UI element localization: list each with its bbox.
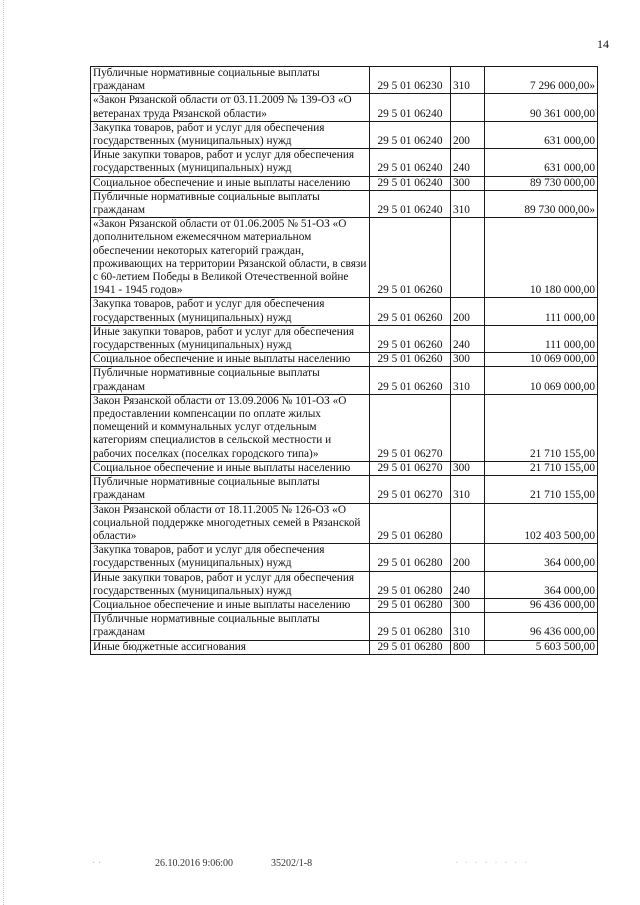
row-type: 300 (451, 598, 485, 612)
table-row (91, 461, 598, 475)
row-name: Закупка товаров, работ и услуг для обеспечения государственных (муниципальных) нужд (91, 298, 370, 325)
page-number: 14 (597, 37, 609, 51)
row-type (451, 94, 485, 121)
row-type (451, 394, 485, 461)
row-sum: 89 730 000,00 (485, 176, 598, 190)
row-sum: 7 296 000,00» (485, 67, 598, 94)
row-code: 29 5 01 06240 (370, 94, 451, 121)
row-name: «Закон Рязанской области от 01.06.2005 № 51-ОЗ «О дополнительном ежемесячном материальном обеспечении некоторых категорий граждан, проживающих на территории Рязанской области, в связи с 60-летием Победы в Великой Отечественной войне 1941 - 1945 годов» (91, 218, 370, 298)
row-type: 300 (451, 353, 485, 367)
row-sum: 21 710 155,00 (485, 476, 598, 503)
row-name: Социальное обеспечение и иные выплаты населению (91, 598, 370, 612)
row-sum: 10 069 000,00 (485, 367, 598, 394)
row-code: 29 5 01 06280 (370, 598, 451, 612)
row-type: 310 (451, 190, 485, 217)
row-type: 800 (451, 640, 485, 654)
row-code: 29 5 01 06280 (370, 640, 451, 654)
footer-date: 26.10.2016 9:06:00 (155, 858, 234, 869)
row-name: Публичные нормативные социальные выплаты гражданам (91, 67, 370, 94)
table-row (91, 325, 598, 352)
table-row (91, 149, 598, 176)
table-row (91, 176, 598, 190)
budget-table-body (91, 67, 598, 655)
row-code: 29 5 01 06240 (370, 149, 451, 176)
row-type: 240 (451, 149, 485, 176)
row-sum: 364 000,00 (485, 571, 598, 598)
row-name: Публичные нормативные социальные выплаты гражданам (91, 476, 370, 503)
row-sum: 10 180 000,00 (485, 218, 598, 298)
row-type: 240 (451, 571, 485, 598)
row-type: 200 (451, 544, 485, 571)
table-row (91, 218, 598, 298)
row-name: Иные закупки товаров, работ и услуг для обеспечения государственных (муниципальных) нужд (91, 325, 370, 352)
row-sum: 111 000,00 (485, 325, 598, 352)
row-code: 29 5 01 06260 (370, 298, 451, 325)
row-code: 29 5 01 06240 (370, 121, 451, 148)
footer-doc-id: 35202/1-8 (271, 858, 313, 869)
table-row (91, 476, 598, 503)
row-sum: 90 361 000,00 (485, 94, 598, 121)
row-type: 300 (451, 461, 485, 475)
row-sum: 21 710 155,00 (485, 394, 598, 461)
table-row (91, 367, 598, 394)
row-code: 29 5 01 06240 (370, 176, 451, 190)
table-row (91, 640, 598, 654)
row-code: 29 5 01 06280 (370, 544, 451, 571)
row-code: 29 5 01 06230 (370, 67, 451, 94)
row-sum: 89 730 000,00» (485, 190, 598, 217)
row-code: 29 5 01 06260 (370, 218, 451, 298)
row-name: Публичные нормативные социальные выплаты гражданам (91, 190, 370, 217)
scan-noise: · · · · · · · · (455, 858, 530, 869)
row-sum: 631 000,00 (485, 149, 598, 176)
row-type: 310 (451, 367, 485, 394)
row-sum: 364 000,00 (485, 544, 598, 571)
row-sum: 21 710 155,00 (485, 461, 598, 475)
row-sum: 631 000,00 (485, 121, 598, 148)
row-code: 29 5 01 06270 (370, 394, 451, 461)
table-row (91, 571, 598, 598)
row-type (451, 503, 485, 544)
row-code: 29 5 01 06280 (370, 613, 451, 640)
row-code: 29 5 01 06260 (370, 325, 451, 352)
row-name: Иные закупки товаров, работ и услуг для обеспечения государственных (муниципальных) нужд (91, 571, 370, 598)
row-name: Публичные нормативные социальные выплаты гражданам (91, 613, 370, 640)
row-code: 29 5 01 06260 (370, 353, 451, 367)
row-code: 29 5 01 06280 (370, 571, 451, 598)
row-name: Социальное обеспечение и иные выплаты населению (91, 176, 370, 190)
row-name: «Закон Рязанской области от 03.11.2009 № 139-ОЗ «О ветеранах труда Рязанской области» (91, 94, 370, 121)
table-row (91, 544, 598, 571)
table-row (91, 394, 598, 461)
table-row (91, 613, 598, 640)
table-row (91, 503, 598, 544)
row-code: 29 5 01 06270 (370, 476, 451, 503)
row-name: Закон Рязанской области от 13.09.2006 № 101-ОЗ «О предоставлении компенсации по оплате жилых помещений и коммунальных услуг отдельным категориям специалистов в сельской местности и рабочих поселках (поселках городского типа)» (91, 394, 370, 461)
row-name: Закупка товаров, работ и услуг для обеспечения государственных (муниципальных) нужд (91, 544, 370, 571)
row-type: 200 (451, 298, 485, 325)
row-sum: 102 403 500,00 (485, 503, 598, 544)
row-type: 310 (451, 67, 485, 94)
row-name: Социальное обеспечение и иные выплаты населению (91, 353, 370, 367)
row-code: 29 5 01 06240 (370, 190, 451, 217)
row-sum: 111 000,00 (485, 298, 598, 325)
row-code: 29 5 01 06270 (370, 461, 451, 475)
row-name: Иные бюджетные ассигнования (91, 640, 370, 654)
table-row (91, 94, 598, 121)
row-type: 300 (451, 176, 485, 190)
row-sum: 96 436 000,00 (485, 613, 598, 640)
scan-edge (3, 0, 5, 905)
row-code: 29 5 01 06260 (370, 367, 451, 394)
row-name: Публичные нормативные социальные выплаты гражданам (91, 367, 370, 394)
row-name: Социальное обеспечение и иные выплаты населению (91, 461, 370, 475)
budget-table (90, 66, 598, 655)
row-sum: 5 603 500,00 (485, 640, 598, 654)
row-name: Иные закупки товаров, работ и услуг для обеспечения государственных (муниципальных) нужд (91, 149, 370, 176)
row-sum: 10 069 000,00 (485, 353, 598, 367)
row-code: 29 5 01 06280 (370, 503, 451, 544)
row-type (451, 218, 485, 298)
table-row (91, 598, 598, 612)
row-type: 200 (451, 121, 485, 148)
row-type: 310 (451, 476, 485, 503)
table-row (91, 121, 598, 148)
table-row (91, 190, 598, 217)
table-row (91, 298, 598, 325)
table-row (91, 67, 598, 94)
row-type: 310 (451, 613, 485, 640)
row-name: Закон Рязанской области от 18.11.2005 № 126-ОЗ «О социальной поддержке многодетных семей в Рязанской области» (91, 503, 370, 544)
row-name: Закупка товаров, работ и услуг для обеспечения государственных (муниципальных) нужд (91, 121, 370, 148)
scan-marks: · · (92, 858, 102, 869)
table-row (91, 353, 598, 367)
row-sum: 96 436 000,00 (485, 598, 598, 612)
row-type: 240 (451, 325, 485, 352)
